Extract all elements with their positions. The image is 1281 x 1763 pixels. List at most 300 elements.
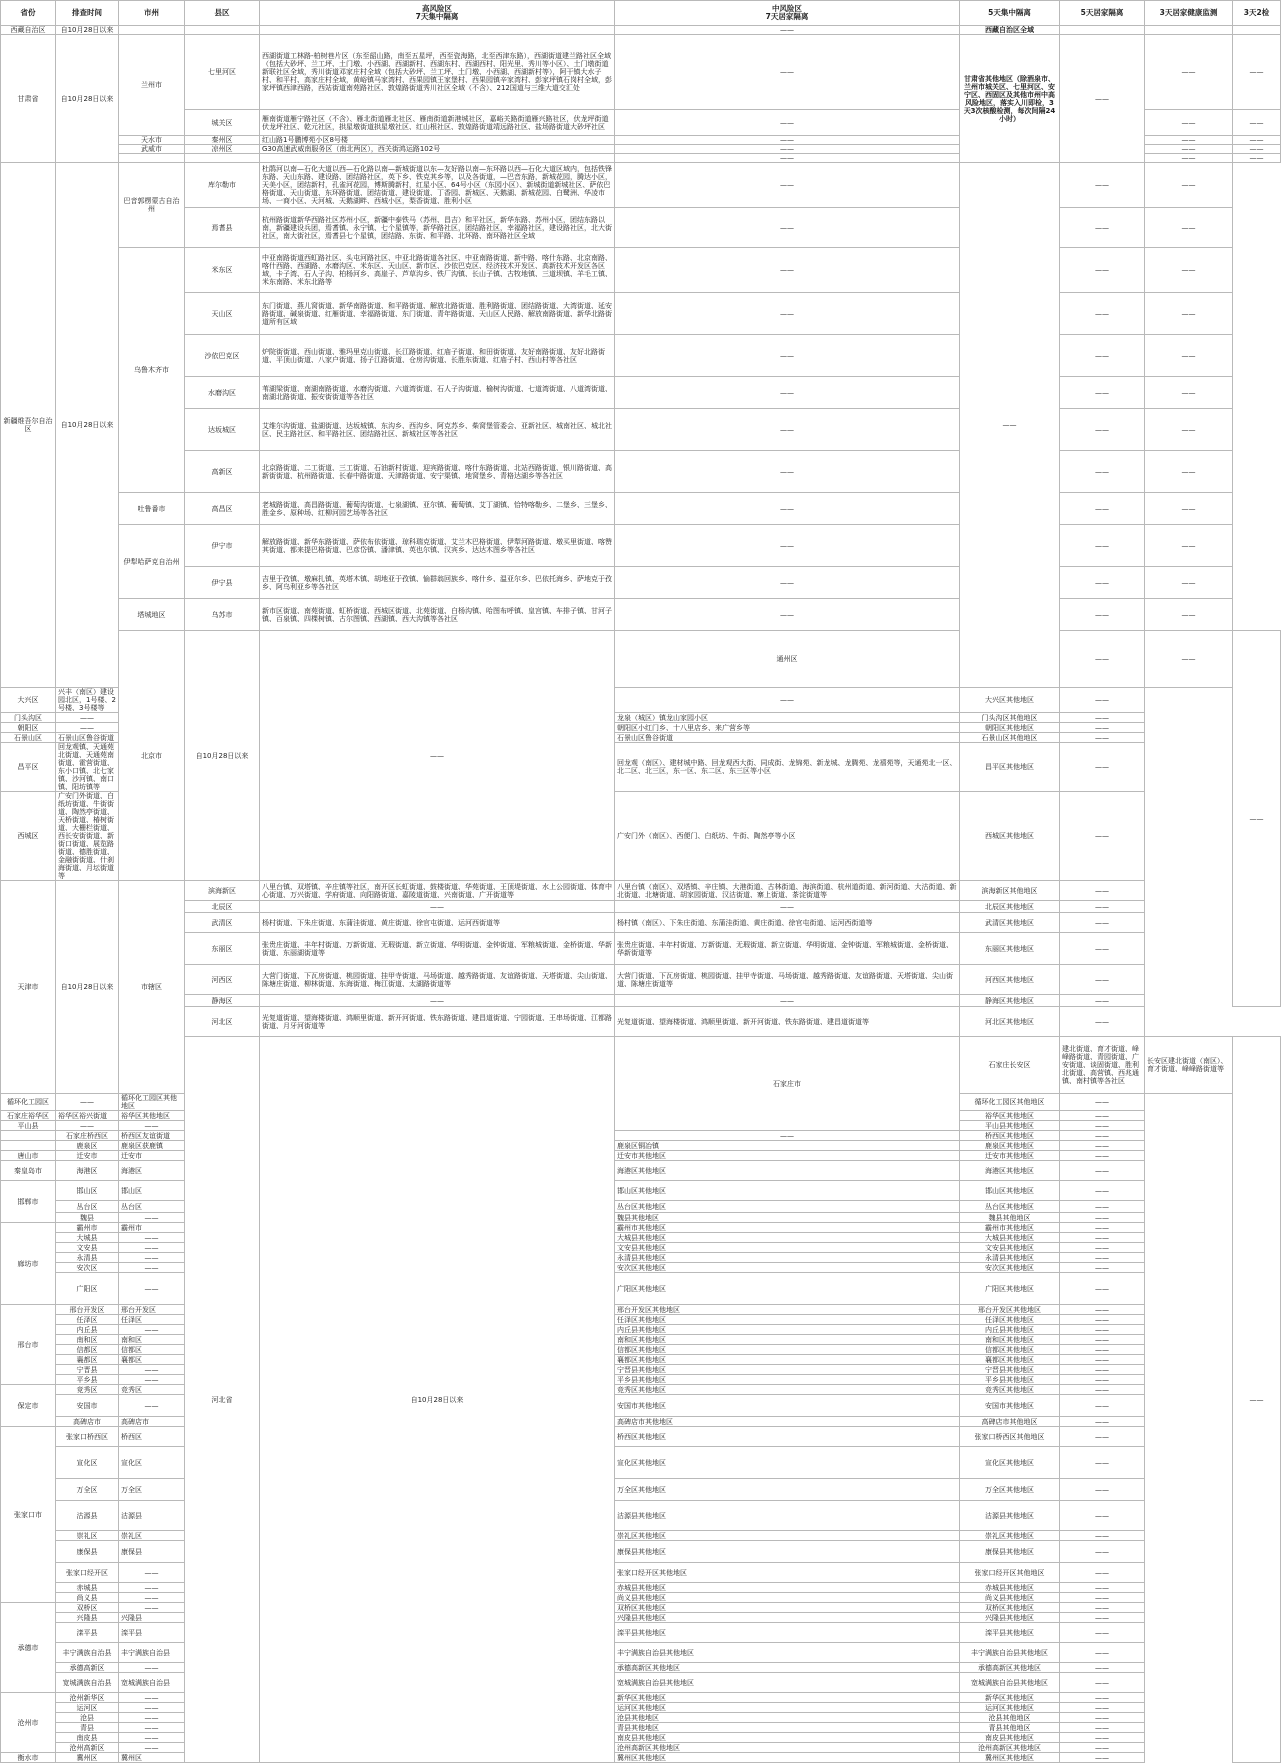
three-day-two-test-cell: —— <box>1060 1395 1145 1417</box>
three-day-home-cell: 鹿泉区其他地区 <box>960 1141 1060 1151</box>
mid-risk-cell: 光复道街道、望海楼街道、鸿顺里街道、新开河街道、铁东路街道、建昌道街道等 <box>615 1007 960 1037</box>
three-day-two-test-cell: —— <box>1060 1623 1145 1643</box>
high-risk-cell: 西湖街道工林路-柏树巷片区（东至韶山路，南至五星坪，西至瓷海路，北至西津东路），西湖街道建兰路社区全域（包括大砂坪、兰工坪、土门墩、小西湖、西湖新村、西湖东村、西湖西村、阳光里、秀川等小区）、土门墩街道新联社区全域，秀川街道邓家庄村全域（包括大砂坪、兰工坪、土门墩、小西湖、西湖新村等），阿干镇大水子村、和平村、高家庄村全域，黄峪镇马家湾村、西果园镇王家堡村、西果园镇辛家湾村、彭家坪镇石岗村全域，彭家坪镇西津西路，西站街道南苑路社区、敦煌路街道秀川社区全域（不含）、212国道与三维大道交汇处 <box>260 35 615 110</box>
district-cell: 文安县 <box>56 1243 119 1253</box>
three-day-home-cell: 永清县其他地区 <box>960 1253 1060 1263</box>
high-risk-cell: 张贵庄街道、丰年村街道、万新街道、无瑕街道、新立街道、华明街道、金钟街道、军粮城街道、金桥街道、华新街道、东丽湖街道等 <box>260 933 615 965</box>
three-day-two-test-cell: —— <box>1060 1479 1145 1501</box>
three-day-two-test-cell: —— <box>1060 1593 1145 1603</box>
district-cell <box>185 26 260 35</box>
district-cell: 冀州区 <box>56 1753 119 1763</box>
district-cell: 承德高新区 <box>56 1663 119 1673</box>
three-day-two-test-cell: —— <box>1060 792 1145 881</box>
district-cell: 昌平区 <box>1 743 56 792</box>
high-risk-cell: 宽城满族自治县 <box>119 1673 185 1693</box>
high-risk-cell: —— <box>119 1263 185 1273</box>
three-day-home-cell: 信都区其他地区 <box>960 1345 1060 1355</box>
mid-risk-cell: 安次区其他地区 <box>615 1263 960 1273</box>
district-cell: 循环化工园区 <box>1 1094 56 1111</box>
three-day-home-cell: 平乡县其他地区 <box>960 1375 1060 1385</box>
mid-risk-cell: 万全区其他地区 <box>615 1479 960 1501</box>
three-day-home-cell: 河西区其他地区 <box>960 965 1060 995</box>
high-risk-cell: 杜鹃河以南—石化大道以西—石化路以南—新城街道以东—友好路以南—东环路以西—石化大道区域内，包括铁锋东路、天山东路、建设路、团结路社区，英下乡、铁克其乡等，以及各街道，—巴音东路，新城花园，腾达小区，天美小区，团结新村，孔雀河花园，博斯腾新村，红星小区、64号小区（东园小区）、新城街道新城社区、萨依巴格街道、天山街道、东环路街道、团结街道、建设街道、丁香园、新城区、天鹅湖、新城花园、白鹭洲、华凌市场、一商小区、天河城、天鹅湖畔、西城小区，梨香街道、胜利小区 <box>260 163 615 208</box>
three-day-two-test-cell: —— <box>1233 110 1281 136</box>
city-cell: 衡水市 <box>1 1753 56 1763</box>
three-day-home-cell <box>1145 26 1233 35</box>
district-cell: 霸州市 <box>56 1223 119 1233</box>
three-day-two-test-cell: —— <box>1060 1181 1145 1201</box>
three-day-home-cell: —— <box>1060 409 1145 451</box>
high-risk-cell: —— <box>119 1663 185 1673</box>
three-day-home-cell: 兴隆县其他地区 <box>960 1613 1060 1623</box>
mid-risk-cell: —— <box>615 208 960 248</box>
high-risk-cell: —— <box>119 1703 185 1713</box>
three-day-two-test-cell: —— <box>1060 1375 1145 1385</box>
mid-risk-cell: —— <box>615 248 960 293</box>
table-row <box>1 567 1281 599</box>
three-day-home-cell: 南和区其他地区 <box>960 1335 1060 1345</box>
three-day-home-cell: 滦平县其他地区 <box>960 1623 1060 1643</box>
three-day-two-test-cell: —— <box>1060 1335 1145 1345</box>
mid-risk-cell: 石景山区鲁谷街道 <box>615 733 960 743</box>
high-risk-cell: 广安门外街道、白纸坊街道、牛街街道、陶然亭街道、天桥街道、椿树街道、大栅栏街道、西长安街街道、新街口街道、展览路街道、德胜街道、金融街街道、什刹海街道、月坛街道等 <box>56 792 119 881</box>
three-day-two-test-cell: —— <box>1060 1427 1145 1447</box>
three-day-two-test-cell: —— <box>1060 1141 1145 1151</box>
city-cell <box>1 1131 56 1141</box>
three-day-home-cell: 沧县其他地区 <box>960 1713 1060 1723</box>
high-risk-cell: G30高速武威南服务区（南北两区），西关街鸿运路102号 <box>260 145 615 154</box>
district-cell: 双桥区 <box>56 1603 119 1613</box>
three-day-home-cell: 襄都区其他地区 <box>960 1355 1060 1365</box>
table-row <box>1 377 1281 409</box>
three-day-two-test-cell: —— <box>1060 1121 1145 1131</box>
three-day-two-test-cell: —— <box>1060 1385 1145 1395</box>
three-day-home-cell: 昌平区其他地区 <box>960 743 1060 792</box>
high-risk-cell: 东门街道、燕儿窝街道、新华南路街道、和平路街道、解放北路街道、胜利路街道、团结路街道、大湾街道、延安路街道、碱泉街道、红雁街道、幸福路街道、东门街道、青年路街道、天山区人民路、解放南路街道、新华北路街道所有区域 <box>260 293 615 335</box>
high-risk-cell: 崇礼区 <box>119 1531 185 1541</box>
three-day-home-cell: 运河区其他地区 <box>960 1703 1060 1713</box>
header-3day-2test: 3天2检 <box>1233 1 1281 26</box>
table-row <box>1 599 1281 631</box>
high-risk-cell: 康保县 <box>119 1541 185 1563</box>
mid-risk-cell: —— <box>615 35 960 110</box>
high-risk-cell: 沽源县 <box>119 1501 185 1531</box>
high-risk-cell: 襄都区 <box>119 1355 185 1365</box>
high-risk-cell: 任泽区 <box>119 1315 185 1325</box>
mid-risk-cell: 丰宁满族自治县其他地区 <box>615 1643 960 1663</box>
high-risk-cell: —— <box>119 1395 185 1417</box>
district-cell: 丛台区 <box>56 1201 119 1213</box>
three-day-home-cell: 安国市其他地区 <box>960 1395 1060 1417</box>
three-day-home-cell: 张家口桥西区其他地区 <box>960 1427 1060 1447</box>
three-day-home-cell: 迁安市其他地区 <box>960 1151 1060 1161</box>
three-day-two-test-cell: —— <box>1060 743 1145 792</box>
high-risk-cell: 回龙观镇、天通苑北街道、天通苑南街道、霍营街道、东小口镇、北七家镇、沙河镇、南口镇、阳坊镇等 <box>56 743 119 792</box>
district-cell: 尚义县 <box>56 1593 119 1603</box>
table-row <box>1 335 1281 377</box>
high-risk-cell: 大营门街道、下瓦房街道、桃园街道、挂甲寺街道、马场街道、越秀路街道、友谊路街道、天塔街道、尖山街道、陈塘庄街道、柳林街道、东海街道、梅江街道、太湖路街道等 <box>260 965 615 995</box>
mid-risk-cell: 霸州市其他地区 <box>615 1223 960 1233</box>
district-cell: 滨海新区 <box>185 881 260 901</box>
table-row <box>1 293 1281 335</box>
three-day-two-test-cell: —— <box>1145 493 1233 525</box>
table-row <box>1 208 1281 248</box>
province-cell: 河北省 <box>185 1037 260 1763</box>
high-risk-cell: 杨村街道、下朱庄街道、东蒲洼街道、黄庄街道、徐官屯街道、运河西街道等 <box>260 913 615 933</box>
three-day-home-cell: 宣化区其他地区 <box>960 1447 1060 1479</box>
district-cell: 魏县 <box>56 1213 119 1223</box>
district-cell: 康保县 <box>56 1541 119 1563</box>
header-time: 排查时间 <box>56 1 119 26</box>
three-day-home-cell: —— <box>1145 110 1233 136</box>
district-cell: 沧州新华区 <box>56 1693 119 1703</box>
mid-risk-cell: 崇礼区其他地区 <box>615 1531 960 1541</box>
table-row <box>1 1037 1281 1094</box>
three-day-home-cell: —— <box>1060 567 1145 599</box>
three-day-two-test-cell: —— <box>1060 1541 1145 1563</box>
three-day-two-test-cell: —— <box>1060 995 1145 1007</box>
mid-risk-cell: 兴隆县其他地区 <box>615 1613 960 1623</box>
city-cell: 唐山市 <box>1 1151 56 1161</box>
three-day-two-test-cell: —— <box>1060 1315 1145 1325</box>
mid-risk-cell: 回龙观（南区）、建材城中路、回龙观西大街、同成街、龙锦苑、新龙城、龙腾苑、龙禧苑等，天通苑北一区、北二区、北三区，东一区、东二区、东三区等小区 <box>615 743 960 792</box>
three-day-two-test-cell: —— <box>1060 1733 1145 1743</box>
table-row <box>1 995 1281 1007</box>
district-cell: 邯山区 <box>56 1181 119 1201</box>
three-day-home-cell: 静海区其他地区 <box>960 995 1060 1007</box>
header-district: 县区 <box>185 1 260 26</box>
district-cell: 赤城县 <box>56 1583 119 1593</box>
district-cell: 伊宁县 <box>185 567 260 599</box>
three-day-two-test-cell: —— <box>1060 1673 1145 1693</box>
high-risk-cell: —— <box>119 1273 185 1305</box>
district-cell: 万全区 <box>56 1479 119 1501</box>
high-risk-cell <box>260 154 615 163</box>
mid-risk-cell: 运河区其他地区 <box>615 1703 960 1713</box>
district-cell: 安次区 <box>56 1263 119 1273</box>
district-cell: 武清区 <box>185 913 260 933</box>
three-day-home-cell: 邢台开发区其他地区 <box>960 1305 1060 1315</box>
three-day-two-test-cell: —— <box>1060 1663 1145 1673</box>
three-day-home-cell: 邯山区其他地区 <box>960 1181 1060 1201</box>
high-risk-cell: 邯山区 <box>119 1181 185 1201</box>
high-risk-cell: 雁南街道雁宁路社区（不含）、雁北街道雁北社区、雁南街道新港城社区，嘉峪关路街道雁兴路社区，伏龙坪街道伏龙坪社区、乾元社区，拱星墩街道拱星墩社区、红山根社区、敦煌路街道靖远路社区、盐场路街道大砂坪社区 <box>260 110 615 136</box>
three-day-two-test-cell <box>1233 26 1281 35</box>
table-row <box>1 965 1281 995</box>
three-day-two-test-cell: —— <box>1060 1417 1145 1427</box>
high-risk-cell: 建北街道、育才街道、峰峰路街道、青园街道、广安街道、谈固街道、胜利北街道、高营镇、西兆通镇、南村镇等各社区 <box>1060 1037 1145 1094</box>
three-day-two-test-cell: —— <box>1060 1693 1145 1703</box>
three-day-home-cell: 康保县其他地区 <box>960 1541 1060 1563</box>
five-day-home-cell: —— <box>1060 35 1145 163</box>
three-day-two-test-cell: —— <box>1060 688 1145 713</box>
table-row <box>1 913 1281 933</box>
three-day-two-test-cell: —— <box>1060 1603 1145 1613</box>
three-day-two-test-cell: —— <box>1060 1111 1145 1121</box>
mid-risk-cell: 邢台开发区其他地区 <box>615 1305 960 1315</box>
mid-risk-cell: 承德高新区其他地区 <box>615 1663 960 1673</box>
district-cell: 朝阳区 <box>1 723 56 733</box>
city-cell: 乌鲁木齐市 <box>119 248 185 493</box>
mid-risk-cell: 安国市其他地区 <box>615 1395 960 1417</box>
high-risk-cell: —— <box>56 1094 119 1111</box>
high-risk-cell: 鹿泉区获鹿镇 <box>119 1141 185 1151</box>
high-risk-cell: 老城路街道、高昌路街道、葡萄沟街道、七泉湖镇、亚尔镇、葡萄镇、艾丁湖镇、恰特喀勒乡、二堡乡、三堡乡、胜金乡、原种场、红柳河园艺场等各社区 <box>260 493 615 525</box>
district-cell: 邢台开发区 <box>56 1305 119 1315</box>
three-day-home-cell: 平山县其他地区 <box>960 1121 1060 1131</box>
city-cell <box>119 26 185 35</box>
three-day-home-cell: 万全区其他地区 <box>960 1479 1060 1501</box>
three-day-two-test-cell: —— <box>1060 1151 1145 1161</box>
district-cell: 高昌区 <box>185 493 260 525</box>
five-day-central-cell: 甘肃省其他地区（除酒泉市、兰州市城关区、七里河区、安宁区、西固区及其他市州中高风险地区，落实入川即检，3天3次核酸检测，每次间隔24小时） <box>960 35 1060 163</box>
header-5day-central: 5天集中隔离 <box>960 1 1060 26</box>
table-row <box>1 525 1281 567</box>
mid-risk-cell: —— <box>615 409 960 451</box>
three-day-two-test-cell: —— <box>1060 723 1145 733</box>
district-cell: 大兴区 <box>1 688 56 713</box>
mid-risk-cell: 沽源县其他地区 <box>615 1501 960 1531</box>
district-cell: 东丽区 <box>185 933 260 965</box>
district-cell: 沧州高新区 <box>56 1743 119 1753</box>
table-row <box>1 26 1281 35</box>
high-risk-cell: 石景山区鲁谷街道 <box>56 733 119 743</box>
three-day-home-cell: 沧州高新区其他地区 <box>960 1743 1060 1753</box>
table-row <box>1 493 1281 525</box>
high-risk-cell: —— <box>119 1733 185 1743</box>
district-cell: 石家庄桥西区 <box>56 1131 119 1141</box>
mid-risk-cell: 裕华区其他地区 <box>119 1111 185 1121</box>
high-risk-cell: 裕华区裕兴街道 <box>56 1111 119 1121</box>
mid-risk-cell: 沧州高新区其他地区 <box>615 1743 960 1753</box>
three-day-two-test-cell: —— <box>1060 1355 1145 1365</box>
district-cell: 南皮县 <box>56 1733 119 1743</box>
three-day-home-cell: 承德高新区其他地区 <box>960 1663 1060 1673</box>
high-risk-cell: —— <box>56 723 119 733</box>
three-day-two-test-cell: —— <box>1060 1273 1145 1305</box>
three-day-home-cell: 双桥区其他地区 <box>960 1603 1060 1613</box>
mid-risk-cell: 康保县其他地区 <box>615 1541 960 1563</box>
high-risk-cell: —— <box>260 995 615 1007</box>
mid-risk-cell: 桥西区其他地区 <box>615 1427 960 1447</box>
table-row <box>1 881 1281 901</box>
mid-risk-cell: —— <box>615 599 960 631</box>
three-day-two-test-cell: —— <box>1060 1447 1145 1479</box>
mid-risk-cell: 迁安市其他地区 <box>615 1151 960 1161</box>
mid-risk-cell: 大城县其他地区 <box>615 1233 960 1243</box>
time-cell: 自10月28日以来 <box>56 163 119 688</box>
three-day-home-cell: 安次区其他地区 <box>960 1263 1060 1273</box>
district-cell: 永清县 <box>56 1253 119 1263</box>
three-day-two-test-cell: —— <box>1060 1613 1145 1623</box>
city-cell: 兰州市 <box>119 35 185 136</box>
district-cell: 石景山区 <box>1 733 56 743</box>
high-risk-cell: 八里台镇、双塔镇、辛庄镇等社区，南开区长虹街道、鼓楼街道、华苑街道、王顶堤街道、水上公园街道、体育中心街道、万兴街道、学府街道、向阳路街道、嘉陵道街道、兴南街道、广开街道等 <box>260 881 615 901</box>
three-day-two-test-cell: —— <box>1060 1345 1145 1355</box>
mid-risk-cell: —— <box>615 1131 960 1141</box>
mid-risk-cell: 信都区其他地区 <box>615 1345 960 1355</box>
high-risk-cell: —— <box>119 1213 185 1223</box>
high-risk-cell: 霸州市 <box>119 1223 185 1233</box>
district-cell: 青县 <box>56 1723 119 1733</box>
mid-risk-cell: —— <box>615 26 960 35</box>
district-cell: 竞秀区 <box>56 1385 119 1395</box>
three-day-home-cell: —— <box>1060 525 1145 567</box>
table-row <box>1 451 1281 493</box>
three-day-home-cell: 霸州市其他地区 <box>960 1223 1060 1233</box>
three-day-two-test-cell: —— <box>1060 1305 1145 1315</box>
high-risk-cell: 吉里于孜镇、墩麻扎镇、英塔木镇、胡地亚于孜镇、愉群翁回族乡、喀什乡、温亚尔乡、巴依托海乡、萨地克于孜乡、阿乌利亚乡等各社区 <box>260 567 615 599</box>
five-day-central-cell: —— <box>1233 631 1281 1007</box>
city-cell: 市辖区 <box>119 881 185 1094</box>
district-cell: 石家庄长安区 <box>960 1037 1060 1094</box>
three-day-two-test-cell: —— <box>1060 1563 1145 1583</box>
three-day-two-test-cell: —— <box>1060 1233 1145 1243</box>
district-cell: 高新区 <box>185 451 260 493</box>
district-cell: 信都区 <box>56 1345 119 1355</box>
three-day-home-cell: 大兴区其他地区 <box>960 688 1060 713</box>
high-risk-cell: —— <box>119 1583 185 1593</box>
city-cell: 承德市 <box>1 1603 56 1693</box>
three-day-home-cell: 石景山区其他地区 <box>960 733 1060 743</box>
mid-risk-cell: 大营门街道、下瓦房街道、桃园街道、挂甲寺街道、马场街道、越秀路街道、友谊路街道、天塔街道、尖山街道、陈塘庄街道等 <box>615 965 960 995</box>
high-risk-cell: 宣化区 <box>119 1447 185 1479</box>
mid-risk-cell: 竞秀区其他地区 <box>615 1385 960 1395</box>
mid-risk-cell: —— <box>615 377 960 409</box>
high-risk-cell: —— <box>119 1603 185 1613</box>
city-cell: 张家口市 <box>1 1427 56 1603</box>
three-day-two-test-cell: —— <box>1060 1501 1145 1531</box>
high-risk-cell: 中亚南路街道西虹路社区、头屯河路社区、中亚北路街道各社区、中亚南路街道、新中路、喀什东路、北京南路、喀什西路、西湖路、水磨沟区、米东区、天山区、新市区、沙依巴克区、经济技术开发区、高新技术开发区各区域，卡子湾、石人子沟、柏杨河乡、高崖子、芦草沟乡、铁厂沟镇、长山子镇、古牧地镇、三道坝镇、羊毛工镇、米东南路、米东北路等 <box>260 248 615 293</box>
three-day-two-test-cell: —— <box>1145 163 1233 208</box>
city-cell: 秦皇岛市 <box>1 1161 56 1181</box>
mid-risk-cell: 赤城县其他地区 <box>615 1583 960 1593</box>
three-day-home-cell: 丰宁满族自治县其他地区 <box>960 1643 1060 1663</box>
table-header-row <box>1 1 1281 26</box>
mid-risk-cell: 张家口经开区其他地区 <box>615 1563 960 1583</box>
high-risk-cell: —— <box>119 1563 185 1583</box>
three-day-two-test-cell: —— <box>1060 733 1145 743</box>
district-cell: 城关区 <box>185 110 260 136</box>
high-risk-cell: 高碑店市 <box>119 1417 185 1427</box>
high-risk-cell: 桥西区友谊街道 <box>119 1131 185 1141</box>
city-cell <box>119 154 185 163</box>
three-day-two-test-cell: —— <box>1060 1201 1145 1213</box>
three-day-home-cell: 广阳区其他地区 <box>960 1273 1060 1305</box>
district-cell: 七里河区 <box>185 35 260 110</box>
three-day-home-cell: —— <box>1145 35 1233 110</box>
mid-risk-cell: —— <box>615 451 960 493</box>
city-cell: 武威市 <box>119 145 185 154</box>
table-row <box>1 248 1281 293</box>
table-row <box>1 35 1281 110</box>
table-body <box>1 26 1281 1763</box>
high-risk-cell: 解放路街道、新华东路街道、萨依布依街道、琼科瑞克街道、艾兰木巴格街道、伊犁河路街道、墩买里街道、喀赞其街道、都来提巴格街道、巴彦岱镇、潘津镇、英也尔镇、汉宾乡、达达木图乡等各社区 <box>260 525 615 567</box>
three-day-home-cell: 内丘县其他地区 <box>960 1325 1060 1335</box>
mid-risk-cell: —— <box>615 525 960 567</box>
table-row <box>1 1007 1281 1037</box>
district-cell: 内丘县 <box>56 1325 119 1335</box>
three-day-two-test-cell: —— <box>1060 1131 1145 1141</box>
province-cell: 新疆维吾尔自治区 <box>1 163 56 688</box>
mid-risk-cell: 永清县其他地区 <box>615 1253 960 1263</box>
mid-risk-cell: 平乡县其他地区 <box>615 1375 960 1385</box>
mid-risk-cell: 南和区其他地区 <box>615 1335 960 1345</box>
high-risk-cell: —— <box>119 1713 185 1723</box>
three-day-home-cell: —— <box>1060 335 1145 377</box>
high-risk-cell: 新市区街道、南苑街道、虹桥街道、西城区街道、北苑街道、白杨沟镇、哈图布呼镇、皇宫镇、车排子镇、甘河子镇、百泉镇、四棵树镇、古尔图镇、西湖镇、西大沟镇等各社区 <box>260 599 615 631</box>
three-day-home-cell: 宁晋县其他地区 <box>960 1365 1060 1375</box>
district-cell: 库尔勒市 <box>185 163 260 208</box>
district-cell: 任泽区 <box>56 1315 119 1325</box>
city-cell: 塔城地区 <box>119 599 185 631</box>
high-risk-cell: —— <box>119 1365 185 1375</box>
three-day-two-test-cell: —— <box>1145 248 1233 293</box>
header-province: 省份 <box>1 1 56 26</box>
three-day-two-test-cell: —— <box>1060 913 1145 933</box>
district-cell: 天山区 <box>185 293 260 335</box>
district-cell: 南和区 <box>56 1335 119 1345</box>
mid-risk-cell: 宁晋县其他地区 <box>615 1365 960 1375</box>
mid-risk-cell: 宣化区其他地区 <box>615 1447 960 1479</box>
mid-risk-cell: 魏县其他地区 <box>615 1213 960 1223</box>
district-cell: 鹿泉区 <box>56 1141 119 1151</box>
high-risk-cell: 杭州路街道新华西路社区苏州小区，新疆中泰铁马（苏州、昌吉）和平社区，新华东路、苏州小区，团结东路以南，新疆建设兵团，焉耆镇、永宁镇、七个星镇等，新华路社区，团结路社区，幸福路社区，建设路社区，北大街社区，南大街社区，焉耆县七个星镇，团结路、东街、和平路、北环路、南环路社区全域 <box>260 208 615 248</box>
three-day-home-cell: 冀州区其他地区 <box>960 1753 1060 1763</box>
three-day-two-test-cell: —— <box>1060 1713 1145 1723</box>
time-cell: 自10月28日以来 <box>260 1037 615 1763</box>
mid-risk-cell: 高碑店市其他地区 <box>615 1417 960 1427</box>
three-day-home-cell: —— <box>1060 377 1145 409</box>
district-cell: 大城县 <box>56 1233 119 1243</box>
high-risk-cell: —— <box>119 1253 185 1263</box>
mid-risk-cell: 八里台镇（南区）、双塔镇、辛庄镇、大港街道、古林街道、海滨街道、杭州道街道、新河街道、大沽街道、新北街道、北塘街道、胡家园街道、汉沽街道、寨上街道、茶淀街道等 <box>615 881 960 901</box>
three-day-two-test-cell: —— <box>1060 1253 1145 1263</box>
district-cell: 宣化区 <box>56 1447 119 1479</box>
district-cell: 兴隆县 <box>56 1613 119 1623</box>
five-day-central-cell: —— <box>1233 1037 1281 1763</box>
high-risk-cell: 红山路1号鹏博苑小区8号楼 <box>260 136 615 145</box>
city-cell: 邢台市 <box>1 1305 56 1385</box>
three-day-home-cell: 尚义县其他地区 <box>960 1593 1060 1603</box>
province-cell: 北京市 <box>119 631 185 881</box>
high-risk-cell: —— <box>1060 631 1145 688</box>
district-cell: 沙依巴克区 <box>185 335 260 377</box>
three-day-two-test-cell: —— <box>1145 567 1233 599</box>
district-cell: 水磨沟区 <box>185 377 260 409</box>
district-cell: 石家庄裕华区 <box>1 1111 56 1121</box>
three-day-two-test-cell: —— <box>1060 1643 1145 1663</box>
district-cell: 安国市 <box>56 1395 119 1417</box>
mid-risk-cell: —— <box>615 493 960 525</box>
header-high-risk: 高风险区 7天集中隔离 <box>260 1 615 26</box>
three-day-two-test-cell: —— <box>1060 713 1145 723</box>
three-day-home-cell: 文安县其他地区 <box>960 1243 1060 1253</box>
three-day-two-test-cell: —— <box>1060 1703 1145 1713</box>
table-row <box>1 933 1281 965</box>
district-cell: 崇礼区 <box>56 1531 119 1541</box>
table-row <box>1 409 1281 451</box>
mid-risk-cell: 朝阳区小红门乡、十八里店乡、来广营乡等 <box>615 723 960 733</box>
mid-risk-cell: —— <box>615 567 960 599</box>
city-cell: —— <box>260 631 615 881</box>
three-day-two-test-cell: —— <box>1145 451 1233 493</box>
province-cell: 西藏自治区 <box>1 26 56 35</box>
three-day-two-test-cell: —— <box>1145 525 1233 567</box>
district-cell: 平乡县 <box>56 1375 119 1385</box>
high-risk-cell: 桥西区 <box>119 1427 185 1447</box>
high-risk-cell: 苇湖梁街道、南湖南路街道、水磨沟街道、六道湾街道、石人子沟街道、榆树沟街道、七道湾街道、八道湾街道、南湖北路街道、振安街街道等各社区 <box>260 377 615 409</box>
